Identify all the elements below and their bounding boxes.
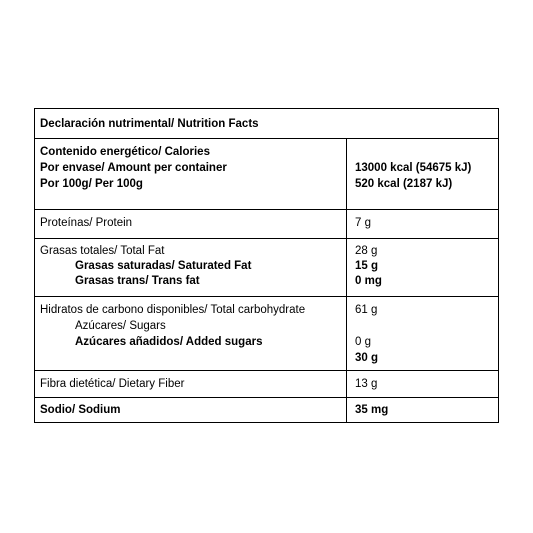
nutrition-facts-table xyxy=(34,108,499,423)
sugars-extra-value: 30 g xyxy=(355,352,379,364)
per-container-value: 13000 kcal (54675 kJ) xyxy=(355,162,472,174)
fat-row xyxy=(35,238,498,297)
protein-row xyxy=(35,209,498,239)
per-container-label: Por envase/ Amount per container xyxy=(40,162,227,174)
added-sugars-label: Azúcares añadidos/ Added sugars xyxy=(75,336,263,348)
fiber-label: Fibra dietética/ Dietary Fiber xyxy=(40,378,185,390)
carbohydrate-value: 61 g xyxy=(355,304,378,316)
per-100g-label: Por 100g/ Per 100g xyxy=(40,178,143,190)
carbohydrate-label: Hidratos de carbono disponibles/ Total carbohydrate xyxy=(40,304,306,316)
fat-label: Grasas totales/ Total Fat xyxy=(40,245,165,257)
sugars-label: Azúcares/ Sugars xyxy=(75,320,166,332)
sodium-value: 35 mg xyxy=(355,404,389,416)
saturated-fat-value: 15 g xyxy=(355,260,379,272)
trans-fat-label: Grasas trans/ Trans fat xyxy=(75,275,200,287)
protein-label: Proteínas/ Protein xyxy=(40,217,133,229)
per-100g-value: 520 kcal (2187 kJ) xyxy=(355,178,453,190)
added-sugars-value: 0 g xyxy=(355,336,371,348)
energy-row xyxy=(35,138,498,210)
column-divider xyxy=(346,138,347,422)
fiber-row xyxy=(35,370,498,398)
fat-value: 28 g xyxy=(355,245,378,257)
table-title: Declaración nutrimental/ Nutrition Facts xyxy=(40,118,259,130)
energy-heading: Contenido energético/ Calories xyxy=(40,146,210,158)
carbohydrate-row xyxy=(35,296,498,371)
fiber-value: 13 g xyxy=(355,378,378,390)
saturated-fat-label: Grasas saturadas/ Saturated Fat xyxy=(75,260,252,272)
protein-value: 7 g xyxy=(355,217,371,229)
trans-fat-value: 0 mg xyxy=(355,275,382,287)
title-row xyxy=(35,109,498,138)
sodium-label: Sodio/ Sodium xyxy=(40,404,121,416)
sodium-row xyxy=(35,397,498,424)
